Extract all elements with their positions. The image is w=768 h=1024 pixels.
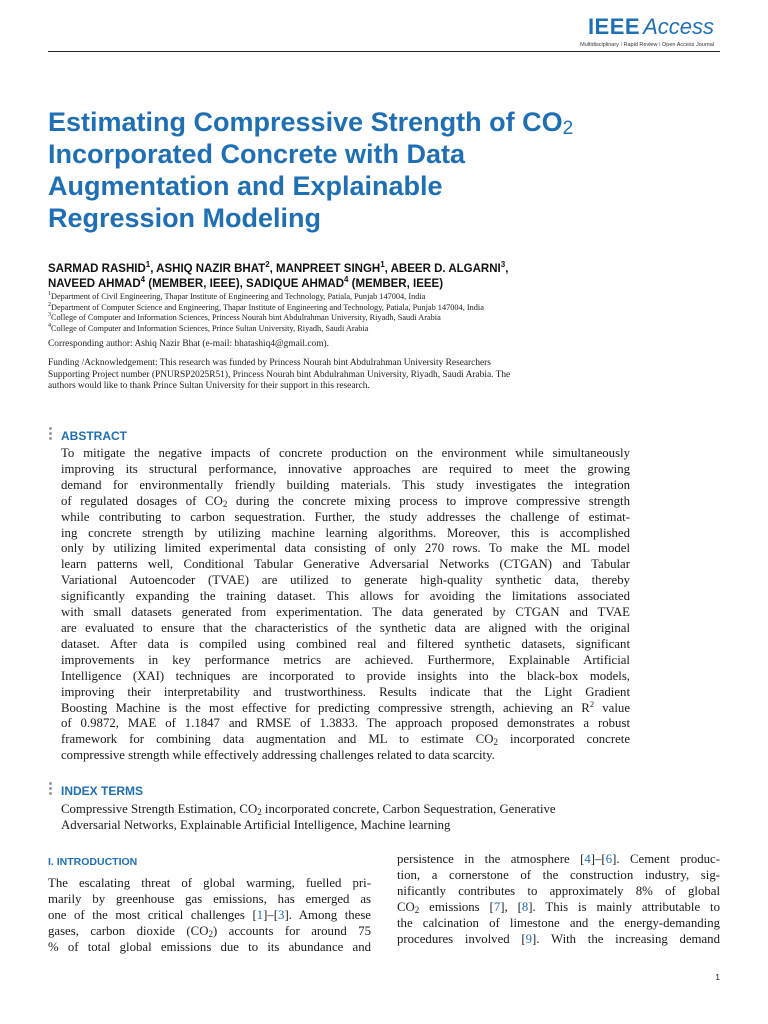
title-line-1: Estimating Compressive Strength of $CO_2$ bbox=[48, 107, 574, 139]
logo-tagline: Multidisciplinary ⁞ Rapid Review ⁞ Open Access Journal bbox=[580, 42, 714, 48]
page-number: 1 bbox=[715, 972, 720, 982]
author-list bbox=[48, 262, 728, 292]
author-line-2: NAVEED AHMAD$^4$ (MEMBER, IEEE), SADIQUE AHMAD$^4$ (MEMBER, IEEE) bbox=[48, 275, 444, 290]
index-terms-heading: INDEX TERMS bbox=[61, 784, 144, 798]
affiliation-1: $^1$Department of Civil Engineering, Thapar Institute of Engineering and Technology, Patiala, Punjab 147004, India bbox=[48, 291, 426, 301]
affiliation-3: $^3$College of Computer and Information Sciences, Princess Nourah bint Abdulrahman University, Riyadh, Saudi Arabia bbox=[48, 312, 441, 322]
funding-acknowledgement: Funding /Acknowledgement: This research was funded by Princess Nourah bint Abdulrahman University Researchers Supporting Project number (PNURSP2025R51), Princess Nourah bint Abdulrahman University, Riyadh, Saudi Arabia. The authors would like to thank Prince Sultan University for their support in this research. bbox=[48, 358, 511, 391]
header-divider bbox=[48, 51, 720, 52]
introduction-right-column: persistence in the atmosphere [4]–[6]. Cement produc- tion, a cornerstone of the construction industry, sig- nificantly contributes to approximately 8% of global $CO_2$ emissions [7], [8]. This is mainly attributable to the calcination of limestone and the energy-demanding procedures involved [9]. With the increasing demand bbox=[397, 852, 720, 946]
abstract-text: To mitigate the negative impacts of concrete production on the environment while simultaneously improving its structural performance, innovative approaches are required to meet the growing demand for environmentally friendly building materials. This study investigates the integration of regulated dosages of $CO_2$ during the concrete mixing process to improve compressive strength while contributing to carbon sequestration. Further, the study addresses the challenge of estimat- ing concrete strength by utilizing machine learning algorithms. Moreover, this is accomplished only by utilizing limited experimental data consisting of only 270 rows. To make the ML model learn patterns well, Conditional Tabular Generative Adversarial Networks (CTGAN) and Tabular Variational Autoencoder (TVAE) are utilized to generate high-quality synthetic data, thereby significantly expanding the training dataset. This allows for avoiding the limitations associated with small datasets generated from experimentation. The data generated by CTGAN and TVAE are evaluated to ensure that the characteristics of the synthetic data are aligned with the original dataset. After data is compiled using combined real and filtered synthetic datasets, significant improvements in key performance metrics are achieved. Furthermore, Explainable Artificial Intelligence (XAI) techniques are incorporated to provide insights into the black-box models, improving their interpretability and trustworthiness. Results indicate that the Light Gradient Boosting Machine is the most effective for predicting compressive strength, achieving an $R^2$ value of 0.9872, MAE of 1.1847 and RMSE of 1.3833. The approach proposed demonstrates a robust framework for combining data augmentation and ML to estimate $CO_2$ incorporated concrete compressive strength while effectively addressing challenges related to data scarcity. bbox=[61, 446, 630, 763]
paper-title bbox=[48, 106, 668, 234]
title-subscript: 2 bbox=[562, 118, 574, 139]
logo-wordmark bbox=[588, 14, 714, 40]
ieee-access-logo bbox=[574, 14, 714, 48]
corresponding-author: Corresponding author: Ashiq Nazir Bhat (e-mail: bhatashiq4@gmail.com). bbox=[48, 339, 329, 349]
index-terms-marker-icon bbox=[49, 782, 53, 797]
citation-link[interactable]: 8 bbox=[521, 899, 529, 914]
index-terms-text: Compressive Strength Estimation, $CO_2$ incorporated concrete, Carbon Sequestration, Generative Adversarial Networks, Explainable Artificial Intelligence, Machine learning bbox=[61, 802, 556, 832]
affiliation-4: $^4$College of Computer and Information Sciences, Prince Sultan University, Riyadh, Saudi Arabia bbox=[48, 322, 369, 333]
affiliation-list bbox=[48, 292, 728, 334]
abstract-heading: ABSTRACT bbox=[61, 429, 127, 443]
introduction-heading: I. INTRODUCTION bbox=[48, 856, 138, 868]
title-line-4: Regression Modeling bbox=[48, 203, 322, 233]
author-line-1: SARMAD RASHID$^1$, ASHIQ NAZIR BHAT$^2$, MANPREET SINGH$^1$, ABEER D. ALGARNI$^3$, bbox=[48, 260, 509, 275]
affiliation-2: $^2$Department of Computer Science and Engineering, Thapar Institute of Engineering and Technology, Patiala, Punjab 147004, India bbox=[48, 301, 484, 312]
citation-link[interactable]: 1 bbox=[256, 907, 264, 922]
logo-ieee-text: IEEE bbox=[587, 14, 641, 39]
citation-link[interactable]: 3 bbox=[278, 907, 285, 922]
citation-link[interactable]: 7 bbox=[493, 899, 501, 914]
citation-link[interactable]: 9 bbox=[525, 931, 533, 946]
abstract-marker-icon bbox=[49, 427, 53, 442]
introduction-left-column: The escalating threat of global warming, fuelled pri- marily by greenhouse gas emissions, has emerged as one of the most critical challenges [1]–[3]. Among these gases, carbon dioxide $(CO_2)$ accounts for around 75 % of total global emissions due to its abundance and bbox=[48, 876, 371, 954]
title-line-2: Incorporated Concrete with Data bbox=[48, 139, 466, 169]
citation-link[interactable]: 4 bbox=[584, 852, 591, 866]
logo-access-text: Access bbox=[643, 14, 714, 39]
title-line-3: Augmentation and Explainable bbox=[48, 171, 443, 201]
citation-link[interactable]: 6 bbox=[605, 852, 613, 866]
